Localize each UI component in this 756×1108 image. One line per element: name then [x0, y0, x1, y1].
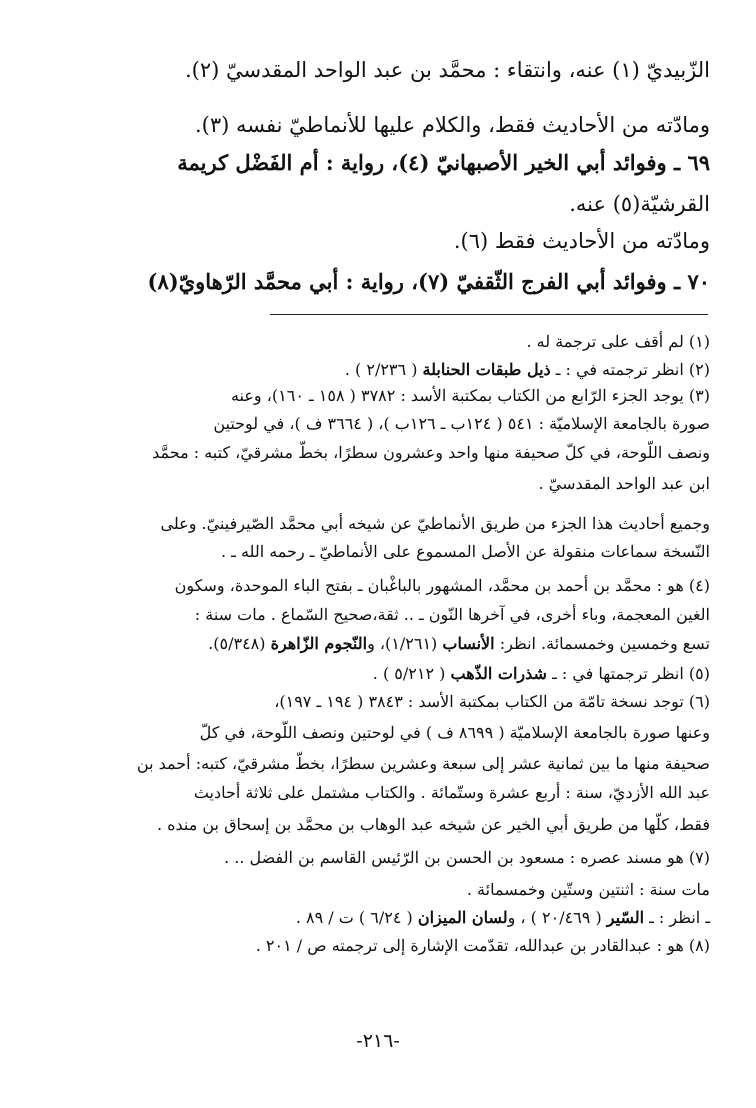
footnote-4-book-2: النّجوم الزّاهرة: [270, 634, 368, 653]
footnote-3-line-6: النّسخة سماعات منقولة عن الأصل المسموع على الأنماطيّ ـ رحمه الله ـ .: [221, 542, 710, 561]
footnote-3-line-2: صورة بالجامعة الإسلاميّة : ٥٤١ ( ١٢٤ب ـ ١٢٦ب )، ( ٣٦٦٤ ف )، في لوحتين: [213, 414, 710, 433]
entry-69: ٦٩ ـ وفوائد أبي الخير الأصبهانيّ (٤)، رواية : أم الفَضْل كريمة: [177, 150, 710, 175]
footnote-4-book-1: الأنساب: [442, 634, 495, 653]
footnote-5-ref: ( ٥/٢١٢ ) .: [372, 664, 446, 683]
footnote-2: [345, 360, 710, 379]
footnote-3-line-3: ونصف اللّوحة، في كلّ صحيفة منها واحد وعشرون سطرًا، بخطّ مشرقيّ، كتبه : محمَّد: [152, 443, 710, 462]
main-line-4: القرشيّة(٥) عنه.: [569, 192, 710, 216]
main-line-5: ومادّته من الأحاديث فقط (٦).: [453, 229, 710, 253]
main-line-6: [148, 269, 710, 294]
footnote-2-book: ذيل طبقات الحنابلة: [422, 360, 551, 379]
footnote-4-ref-2: (٥/٣٤٨).: [208, 634, 266, 653]
footnote-3-line-1: (٣) يوجد الجزء الرّابع من الكتاب بمكتبة الأسد : ٣٧٨٢ ( ١٥٨ ـ ١٦٠)، وعنه: [230, 386, 710, 405]
footnote-2-prefix: (٢) انظر ترجمته في : ـ: [555, 360, 710, 379]
footnote-separator: [270, 314, 708, 315]
footnote-7-ref-1: ( ٢٠/٤٦٩ ) ، و: [507, 908, 602, 927]
footnote-2-ref: ( ٢/٢٣٦ ) .: [344, 360, 418, 379]
main-line-1: الزّبيديّ (١) عنه، وانتقاء : محمَّد بن عبد الواحد المقدسيّ (٢).: [184, 58, 710, 82]
footnote-8: (٨) هو : عبدالقادر بن عبدالله، تقدّمت الإشارة إلى ترجمته ص / ٢٠١ .: [255, 936, 710, 955]
footnote-7-book-2: لسان الميزان: [417, 908, 508, 927]
footnote-6-line-3: صحيفة منها ما بين ثمانية عشر إلى سبعة وعشرين سطرًا، بخطّ مشرقيّ، كتبه: أحمد بن: [136, 754, 710, 773]
main-line-2: ومادّته من الأحاديث فقط، والكلام عليها للأنماطيّ نفسه (٣).: [194, 113, 710, 137]
footnote-4-line-3: [208, 634, 710, 653]
footnote-7-ref-2: ( ٦/٢٤ ) ت / ٨٩ .: [295, 908, 413, 927]
footnote-5-book: شذرات الذّهب: [450, 664, 547, 683]
footnote-1: (١) لم أقف على ترجمة له .: [526, 332, 710, 351]
footnote-4-line-1: (٤) هو : محمَّد بن أحمد بن محمَّد، المشهور بالباغْبان ـ بفتح الباء الموحدة، وسكون: [174, 576, 710, 595]
footnote-6-line-5: فقط، كلّها من طريق أبي الخير عن شيخه عبد الوهاب بن محمَّد بن إسحاق بن منده .: [156, 815, 710, 834]
entry-70: ٧٠ ـ وفوائد أبي الفرج الثّقفيّ (٧)، رواية : أبي محمَّد الرّهاويّ(٨): [147, 269, 710, 294]
main-line-3: [177, 150, 710, 175]
footnote-5-prefix: (٥) انظر ترجمتها في : ـ: [552, 664, 710, 683]
footnote-5: [373, 664, 710, 683]
footnote-6-line-2: وعنها صورة بالجامعة الإسلاميّة ( ٨٦٩٩ ف ) في لوحتين ونصف اللّوحة، في كلّ: [199, 723, 710, 742]
footnote-4-prefix: تسع وخمسين وخمسمائة. انظر:: [499, 634, 710, 653]
footnote-6-line-1: (٦) توجد نسخة تامّة من الكتاب بمكتبة الأسد : ٣٨٤٣ ( ١٩٤ ـ ١٩٧)،: [274, 692, 710, 711]
footnote-3-line-4: ابن عبد الواحد المقدسيّ .: [538, 474, 710, 493]
footnote-6-line-4: عبد الله الأزديّ، سنة : أربع عشرة وستّمائة . والكتاب مشتمل على ثلاثة أحاديث: [193, 783, 710, 802]
footnote-7-line-1: (٧) هو مسند عصره : مسعود بن الحسن بن الرّئيس القاسم بن الفضل .. .: [224, 848, 710, 867]
footnote-7-line-2: مات سنة : اثنتين وستّين وخمسمائة .: [466, 880, 710, 899]
footnote-4-ref-1: (١/٢٦١)، و: [367, 634, 438, 653]
footnote-4-line-2: الغين المعجمة، وباء أخرى، في آخرها النّون ـ .. ثقة،صحيح السّماع . مات سنة :: [194, 605, 710, 624]
page-number: -٢١٦-: [356, 1030, 400, 1052]
footnote-7-line-3: [296, 908, 710, 927]
footnote-7-prefix: ـ انظر : ـ: [649, 908, 710, 927]
footnote-3-line-5: وجميع أحاديث هذا الجزء من طريق الأنماطيّ عن شيخه أبي محمَّد الصّيرفينيّ. وعلى: [160, 514, 710, 533]
footnote-7-book-1: السّير: [606, 908, 645, 927]
